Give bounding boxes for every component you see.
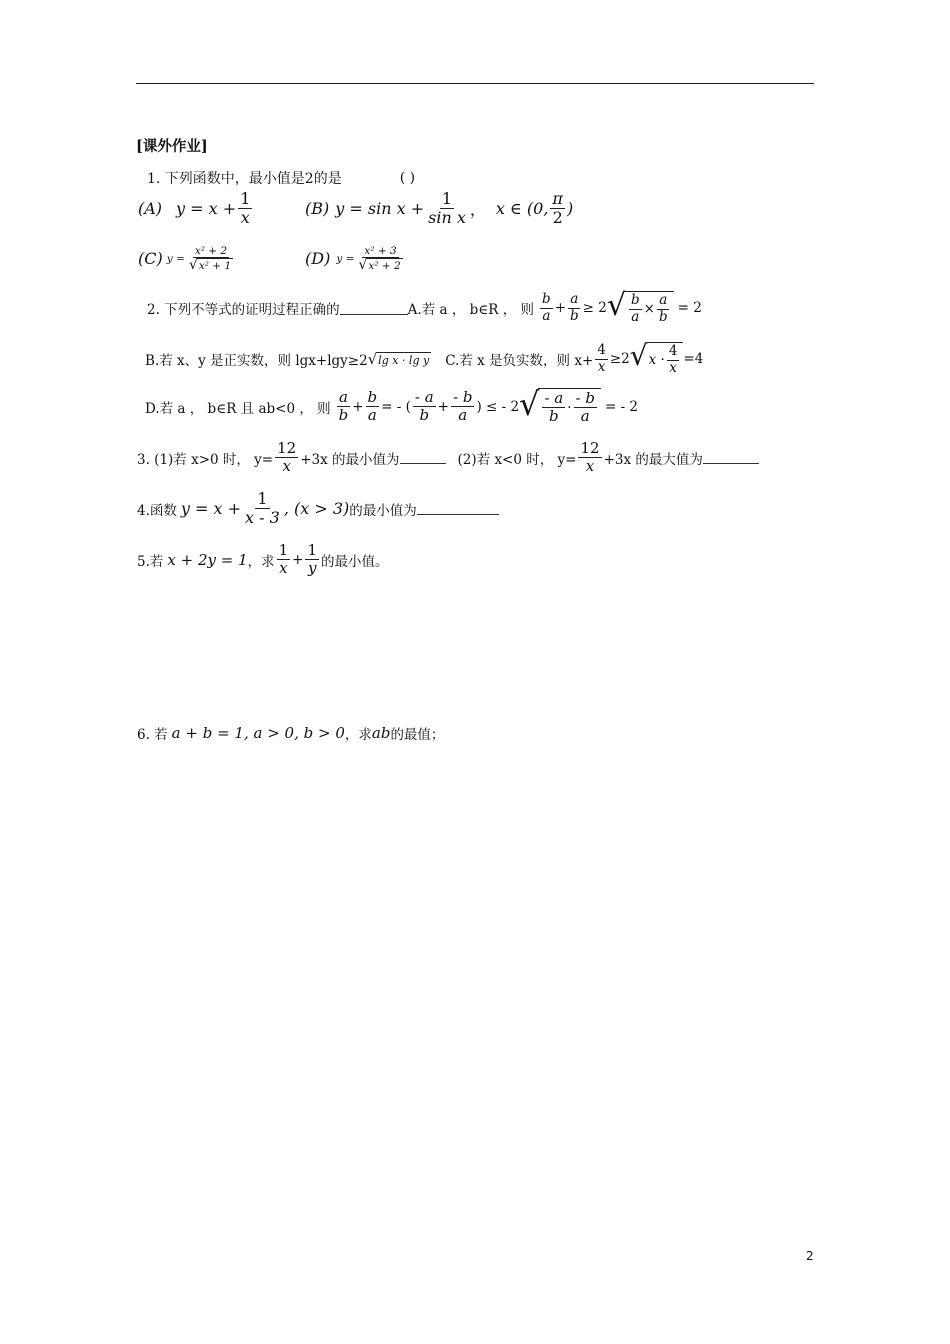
q2-option-b-text: B.若 x、y 是正实数，则 lgx+lgy≥2 (145, 353, 368, 370)
q4-blank (417, 502, 499, 515)
q2d-eq: = - ( (381, 398, 411, 415)
q2d-le: ) ≤ - 2 (476, 398, 520, 415)
option-b-condition: x ∈ (0, (495, 199, 549, 219)
q1-answer-bracket: ( ) (399, 170, 416, 186)
question-1-option-a (138, 190, 254, 228)
question-1-stem (147, 168, 415, 188)
q4-fraction: $\frac{1}{x - 3}$ (245, 489, 280, 528)
q6-pre: 6. 若 (137, 727, 168, 743)
q2b-sqrt: √ lg x · lg y (367, 349, 430, 368)
q2c-sqrt: √ x · $\frac{4}{x}$ (630, 342, 684, 376)
q3-part-1-blank (400, 451, 446, 464)
q1-stem-text: 1. 下列函数中，最小值是2的是 (147, 171, 342, 187)
q3-part-2-pre: (2)若 x<0 时， y= (457, 451, 577, 468)
section-heading: [课外作业] (136, 138, 208, 155)
q3-part-2-post: +3x 的最大值为 (603, 451, 703, 468)
question-1-option-c (138, 245, 237, 272)
question-6 (137, 723, 444, 743)
q2a-plus: + (554, 300, 566, 317)
q4-pre: 4.函数 (137, 502, 177, 519)
q5-fraction-1: $\frac{1}{x}$ (278, 541, 289, 578)
q2-answer-blank (340, 302, 408, 315)
q6-mid: ，求 (344, 727, 372, 743)
option-a-fraction: $\frac{1}{x}$ (240, 189, 251, 228)
question-4 (137, 490, 499, 528)
option-b-lhs: y = sin x + (335, 199, 425, 219)
q5-pre: 5.若 (137, 553, 164, 570)
q2-option-c-text: C.若 x 是负实数，则 x+ (445, 353, 594, 370)
question-2-line-1 (147, 288, 702, 325)
q2d-fraction-2: $\frac{b}{a}$ (367, 388, 378, 425)
q2a-ge: ≥ 2 (582, 300, 607, 317)
option-d-lhs: y = (336, 252, 355, 265)
q3-part-1-fraction: $\frac{12}{x}$ (277, 439, 297, 476)
q5-mid: ，求 (247, 553, 275, 570)
q6-target: ab (371, 724, 391, 742)
question-2-line-2 (145, 339, 704, 376)
option-d-label: (D) (305, 249, 331, 269)
q5-fraction-2: $\frac{1}{y}$ (307, 541, 318, 578)
option-a-label: (A) (138, 199, 163, 219)
q2c-ge: ≥2 (609, 351, 630, 368)
q4-post: 的最小值为 (349, 502, 417, 519)
q3-part-1-pre: 3. (1)若 x>0 时， y= (137, 451, 274, 468)
q2c-fraction: $\frac{4}{x}$ (597, 342, 606, 375)
q4-lhs: y = x + (180, 499, 242, 519)
q5-condition: x + 2y = 1 (167, 550, 248, 569)
option-c-lhs: y = (166, 252, 185, 265)
option-b-fraction: $\frac{1}{\text{sin x}}$ (428, 189, 466, 228)
q2d-fraction-1: $\frac{a}{b}$ (338, 388, 349, 425)
question-1-option-d (305, 245, 407, 272)
q2-option-a-text: A.若 a ， b∈R ， 则 (407, 302, 535, 319)
q3-part-2-blank (703, 451, 759, 464)
q6-condition: a + b = 1, a > 0, b > 0 (171, 724, 345, 742)
q2a-fraction-1: $\frac{b}{a}$ (542, 291, 551, 324)
option-c-label: (C) (138, 249, 163, 269)
page-number: 2 (806, 1249, 814, 1263)
question-3 (137, 440, 759, 476)
q6-post: 的最值； (390, 727, 445, 743)
q4-condition: , (x > 3) (283, 499, 350, 519)
q2a-result: = 2 (677, 300, 702, 317)
q5-post: 的最小值。 (321, 553, 389, 570)
q2-option-d-text: D.若 a ， b∈R 且 ab<0 ， 则 (145, 400, 331, 417)
option-b-label: (B) (305, 199, 330, 219)
option-a-lhs: y = x + (176, 199, 237, 219)
option-b-condition-close: ) (566, 199, 574, 219)
option-b-condition-fraction: $\frac{\pi}{2}$ (552, 189, 563, 228)
q2-stem: 2. 下列不等式的证明过程正确的 (147, 302, 340, 319)
q2a-fraction-2: $\frac{a}{b}$ (570, 291, 579, 324)
header-rule (136, 83, 814, 84)
question-5: 5.若 x + 2y = 1 ，求 $\frac{1}{x}$ + $\frac{1}{y}$ 的最小值。 (137, 541, 389, 578)
q2d-fraction-4: $\frac{- b}{a}$ (452, 388, 473, 425)
question-2-line-3: D.若 a ， b∈R 且 ab<0 ， 则 $\frac{a}{b}$ + $\frac{b}{a}$ = - ( $\frac{- a}{b}$ + $\frac{- b}{a}$ ) ≤ - 2 √ $\frac{- a}{b}$ · $\frac{- b}{a}$ = - 2 (145, 385, 639, 426)
q2d-result: = - 2 (604, 398, 639, 415)
question-1-option-b (305, 190, 573, 228)
option-d-fraction: x² + 3 √ x² + 2 (358, 245, 401, 274)
option-c-fraction: x² + 2 √ x² + 1 (188, 245, 232, 274)
q2a-sqrt: √ $\frac{b}{a}$ × $\frac{a}{b}$ (607, 291, 674, 325)
q2d-sqrt: √ $\frac{- a}{b}$ · $\frac{- b}{a}$ (519, 388, 601, 426)
option-b-separator: ， (469, 200, 486, 220)
q2d-fraction-3: $\frac{- a}{b}$ (414, 388, 434, 425)
q3-part-2-fraction: $\frac{12}{x}$ (580, 439, 600, 476)
q3-part-1-post: +3x 的最小值为 (300, 451, 400, 468)
q2c-result: =4 (683, 351, 704, 368)
